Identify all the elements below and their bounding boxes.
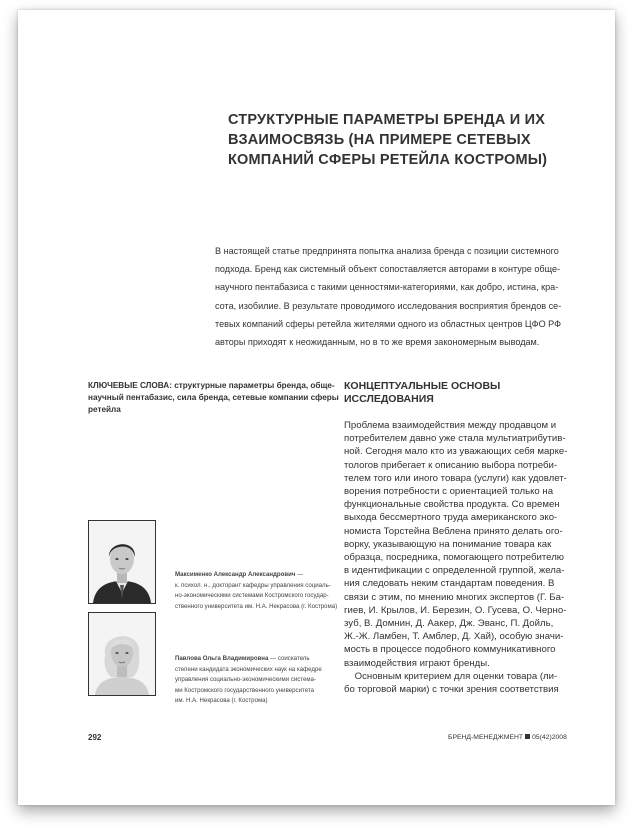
- abstract-line: научного пентабазиса с такими ценностями-категориями, как добро, истина, кра-: [215, 282, 559, 293]
- portrait-male-image: [89, 521, 155, 603]
- keywords-line: ретейла: [88, 405, 121, 414]
- body-line: Основным критерием для оценки товара (ли-: [344, 670, 558, 682]
- journal-issue: 05(42)2008: [532, 734, 567, 741]
- keywords-line: КЛЮЧЕВЫЕ СЛОВА: структурные параметры бренда, обще-: [88, 381, 335, 390]
- title-line: СТРУКТУРНЫЕ ПАРАМЕТРЫ БРЕНДА И ИХ: [228, 112, 546, 128]
- author-info-pavlova: [175, 654, 325, 707]
- author-photo-maksimenko: [88, 520, 156, 604]
- body-line: гиев, И. Крылов, И. Березин, О. Гусева, О. Черно-: [344, 604, 567, 616]
- page-number: 292: [88, 733, 102, 742]
- author-photo-pavlova: [88, 612, 156, 696]
- body-line: ной. Сегодня мало кто из уважающих себя марке-: [344, 446, 568, 458]
- abstract-line: подхода. Бренд как системный объект сопоставляется авторами в контуре обще-: [215, 264, 561, 275]
- body-line: ния следовать неким стандартам поведения. В: [344, 578, 555, 590]
- body-line: телем того или иного товара (услуги) как удовлет-: [344, 472, 567, 484]
- journal-page: [18, 10, 615, 805]
- body-line: в идентификации с определенной группой, жела-: [344, 565, 565, 577]
- title-line: КОМПАНИЙ СФЕРЫ РЕТЕЙЛА КОСТРОМЫ): [228, 152, 548, 168]
- body-line: образца, посредника, помогающего потребителю: [344, 552, 564, 564]
- body-line: ворку, указывающую на понимание товара как: [344, 538, 552, 550]
- section-heading-line: ИССЛЕДОВАНИЯ: [344, 393, 434, 405]
- body-line: потребителем давно уже стала мультиатрибутив-: [344, 433, 566, 445]
- body-text: [344, 419, 600, 696]
- author-line: ственного университета им. Н.А. Некрасова (г. Кострома): [175, 602, 338, 610]
- author-line: к. психол. н., докторант кафедры управления социаль-: [175, 581, 331, 589]
- author-line: управления социально-экономическими система-: [175, 676, 316, 683]
- author-name: Максименко Александр Александрович: [175, 571, 296, 578]
- keywords: [88, 380, 339, 416]
- abstract-line: авторы приходят к неожиданным, но в то же время закономерным выводам.: [215, 337, 540, 348]
- body-line: ворения потребности с ориентацией только на: [344, 486, 554, 498]
- body-line: Ж.-Ж. Ламбен, Т. Амблер, Д. Хай), особую значи-: [344, 631, 564, 643]
- author-dash: — соискатель: [268, 655, 310, 662]
- body-line: мость в процессе подобного коммуникативного: [344, 644, 556, 656]
- author-line: ми Костромского государственного университета: [175, 686, 314, 694]
- title-line: ВЗАИМОСВЯЗЬ (НА ПРИМЕРЕ СЕТЕВЫХ: [228, 132, 531, 148]
- keywords-line: научный пентабазис, сила бренда, сетевые компании сферы: [88, 393, 339, 402]
- abstract: [215, 242, 603, 351]
- body-line: Проблема взаимодействия между продавцом и: [344, 420, 557, 431]
- body-line: взаимодействия играют бренды.: [344, 657, 490, 669]
- body-line: номиста Торстейна Веблена принято делать ого-: [344, 525, 563, 537]
- body-line: зуб, В. Домнин, Д. Аакер, Дж. Эванс, П. Дойль,: [344, 618, 554, 630]
- portrait-female-image: [89, 613, 155, 695]
- body-line: выхода бессмертного труда американского эко-: [344, 512, 558, 524]
- author-info-maksimenko: [175, 570, 338, 612]
- body-line: тологов прибегает к описанию выбора потреби-: [344, 459, 558, 471]
- section-heading-line: КОНЦЕПТУАЛЬНЫЕ ОСНОВЫ: [344, 380, 501, 392]
- journal-name: БРЕНД-МЕНЕДЖМЕНТ: [448, 734, 524, 741]
- abstract-line: сота, изобилие. В результате проводимого исследования восприятия брендов се-: [215, 300, 562, 311]
- section-heading: [344, 380, 594, 406]
- abstract-line: тевых компаний сферы ретейла жителями одного из областных центров ЦФО РФ: [215, 318, 562, 329]
- journal-footer: [448, 734, 567, 741]
- body-line: функциональные свойства продукта. Со времен: [344, 499, 560, 511]
- author-line: им. Н.А. Некрасова (г. Кострома): [175, 697, 268, 704]
- square-separator-icon: [525, 734, 530, 739]
- author-dash: —: [295, 571, 304, 578]
- body-line: связи с этим, по мнению многих экспертов (Г. Ба-: [344, 591, 565, 603]
- author-line: степени кандидата экономических наук на кафедре: [175, 665, 322, 673]
- body-line: бо торговой марки) с точки зрения соответствия: [344, 684, 559, 696]
- author-line: но-экономическими системами Костромского государ-: [175, 592, 329, 599]
- article-title: [228, 110, 588, 170]
- abstract-line: В настоящей статье предпринята попытка анализа бренда с позиции системного: [215, 246, 559, 256]
- author-name: Павлова Ольга Владимировна: [175, 655, 269, 662]
